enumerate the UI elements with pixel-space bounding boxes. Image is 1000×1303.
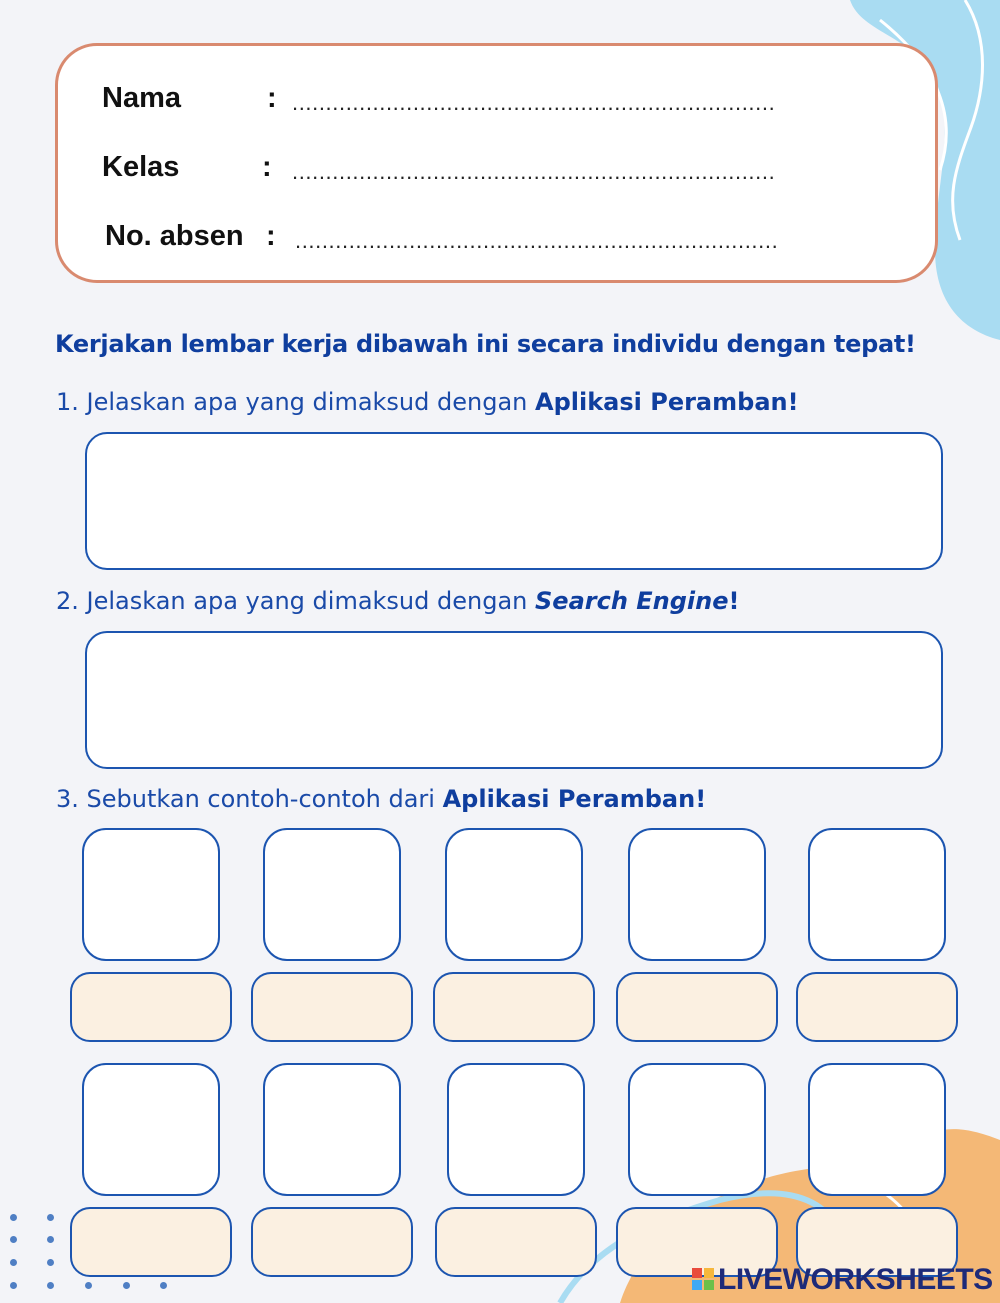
question-2 [56, 587, 739, 615]
browser-icon-slot[interactable] [808, 1063, 946, 1196]
answer-box-1[interactable] [85, 432, 943, 570]
absent-number-colon: : [266, 220, 276, 252]
browser-name-slot[interactable] [251, 1207, 413, 1277]
browser-name-slot[interactable] [251, 972, 413, 1042]
name-field[interactable]: ........................................................................ [292, 90, 776, 115]
name-colon: : [267, 82, 277, 114]
student-info-card [55, 43, 938, 283]
question-3-text: 3. Sebutkan contoh-contoh dari [56, 785, 443, 813]
question-3 [56, 785, 706, 813]
class-field[interactable]: ........................................................................ [292, 159, 776, 184]
question-2-emphasis: Search Engine [535, 587, 729, 615]
answer-box-2[interactable] [85, 631, 943, 769]
class-colon: : [262, 151, 272, 183]
browser-icon-slot[interactable] [263, 828, 401, 961]
browser-icon-slot[interactable] [82, 1063, 220, 1196]
question-2-text: 2. Jelaskan apa yang dimaksud dengan [56, 587, 535, 615]
name-label: Nama [102, 82, 181, 114]
question-1-text: 1. Jelaskan apa yang dimaksud dengan [56, 388, 535, 416]
browser-icon-slot[interactable] [447, 1063, 585, 1196]
browser-name-slot[interactable] [616, 972, 778, 1042]
brand-wordmark: LIVEWORKSHEETS [718, 1263, 993, 1296]
absent-number-label: No. absen [105, 220, 244, 252]
question-1-emphasis: Aplikasi Peramban! [535, 388, 799, 416]
browser-name-slot[interactable] [433, 972, 595, 1042]
browser-name-slot[interactable] [70, 972, 232, 1042]
browser-icon-slot[interactable] [628, 1063, 766, 1196]
question-3-emphasis: Aplikasi Peramban! [442, 785, 707, 813]
instruction-text: Kerjakan lembar kerja dibawah ini secara individu dengan tepat! [55, 330, 916, 358]
browser-icon-slot[interactable] [263, 1063, 401, 1196]
browser-icon-slot[interactable] [628, 828, 766, 961]
liveworksheets-logo-icon [692, 1268, 714, 1290]
browser-name-slot[interactable] [796, 972, 958, 1042]
question-1 [56, 388, 799, 416]
browser-name-slot[interactable] [435, 1207, 597, 1277]
question-2-suffix: ! [728, 587, 740, 615]
browser-icon-slot[interactable] [808, 828, 946, 961]
browser-icon-slot[interactable] [445, 828, 583, 961]
class-label: Kelas [102, 151, 180, 183]
browser-icon-slot[interactable] [82, 828, 220, 961]
browser-name-slot[interactable] [70, 1207, 232, 1277]
absent-number-field[interactable]: ........................................................................ [295, 228, 779, 253]
